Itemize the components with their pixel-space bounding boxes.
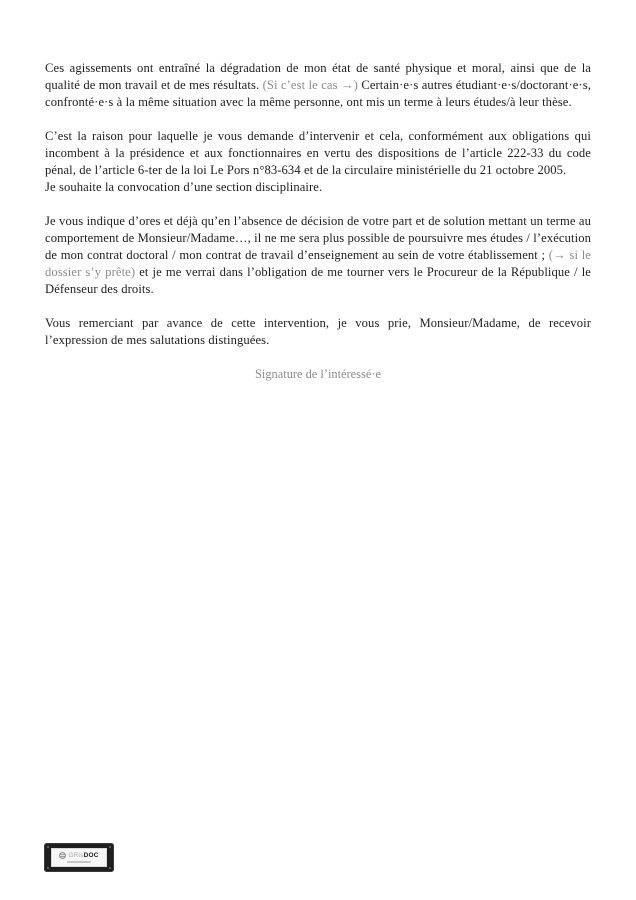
badge-corner-dot: [47, 846, 49, 848]
text-segment: Certain·e·s autres étudiant·e·s/doctorant·e·s, confronté·e·s à la même situation avec la même personne, ont mis un terme à leurs études/à leur thèse.: [45, 78, 591, 109]
logo-text-light: GRis: [68, 852, 84, 859]
paragraph-sante: [45, 60, 591, 111]
publisher-badge: [44, 843, 114, 872]
badge-corner-dot: [109, 867, 111, 869]
badge-corner-dot: [47, 867, 49, 869]
letter-body: [45, 60, 591, 382]
logo-text-bold: DOC: [83, 852, 99, 859]
text-segment: Je vous indique d’ores et déjà qu’en l’absence de décision de votre part et de solution mettant un terme au comportement de Monsieur/Madame…, il ne me sera plus possible de poursuivre mes études / l’exécution de mon contrat doctoral / mon contrat de travail d’enseignement au sein de votre établissement ;: [45, 214, 591, 262]
logo-wordmark: [68, 852, 98, 859]
text-segment: (→ si le dossier s’y prête): [45, 248, 591, 279]
paragraph-avertissement: [45, 213, 591, 298]
text-segment: Ces agissements ont entraîné la dégradation de mon état de santé physique et moral, ainsi que de la qualité de mon travail et de mes résultats.: [45, 61, 591, 92]
logo-tagline: [67, 861, 91, 863]
logo-row: [59, 852, 98, 859]
text-segment: (Si c’est le cas →): [262, 78, 362, 92]
globe-icon: [59, 852, 66, 859]
text-segment: Vous remerciant par avance de cette intervention, je vous prie, Monsieur/Madame, de recevoir l’expression de mes salutations distinguées.: [45, 316, 591, 347]
text-segment: C’est la raison pour laquelle je vous demande d’intervenir et cela, conformément aux obligations qui incombent à la présidence et aux fonctionnaires en vertu des dispositions de l’article 222-33 du code pénal, de l’article 6-ter de la loi Le Pors n°83-634 et de la circulaire ministérielle du 21 octobre 2005.: [45, 129, 591, 177]
signature-caption: Signature de l’intéressé·e: [255, 367, 381, 381]
badge-corner-dot: [109, 846, 111, 848]
paragraph-remerciements: [45, 315, 591, 349]
publisher-logo: [51, 848, 107, 867]
text-segment: et je me verrai dans l’obligation de me tourner vers le Procureur de la République / le Défenseur des droits.: [45, 265, 591, 296]
paragraph-demande-intervention: [45, 128, 591, 196]
text-segment: Je souhaite la convocation d’une section disciplinaire.: [45, 180, 323, 194]
